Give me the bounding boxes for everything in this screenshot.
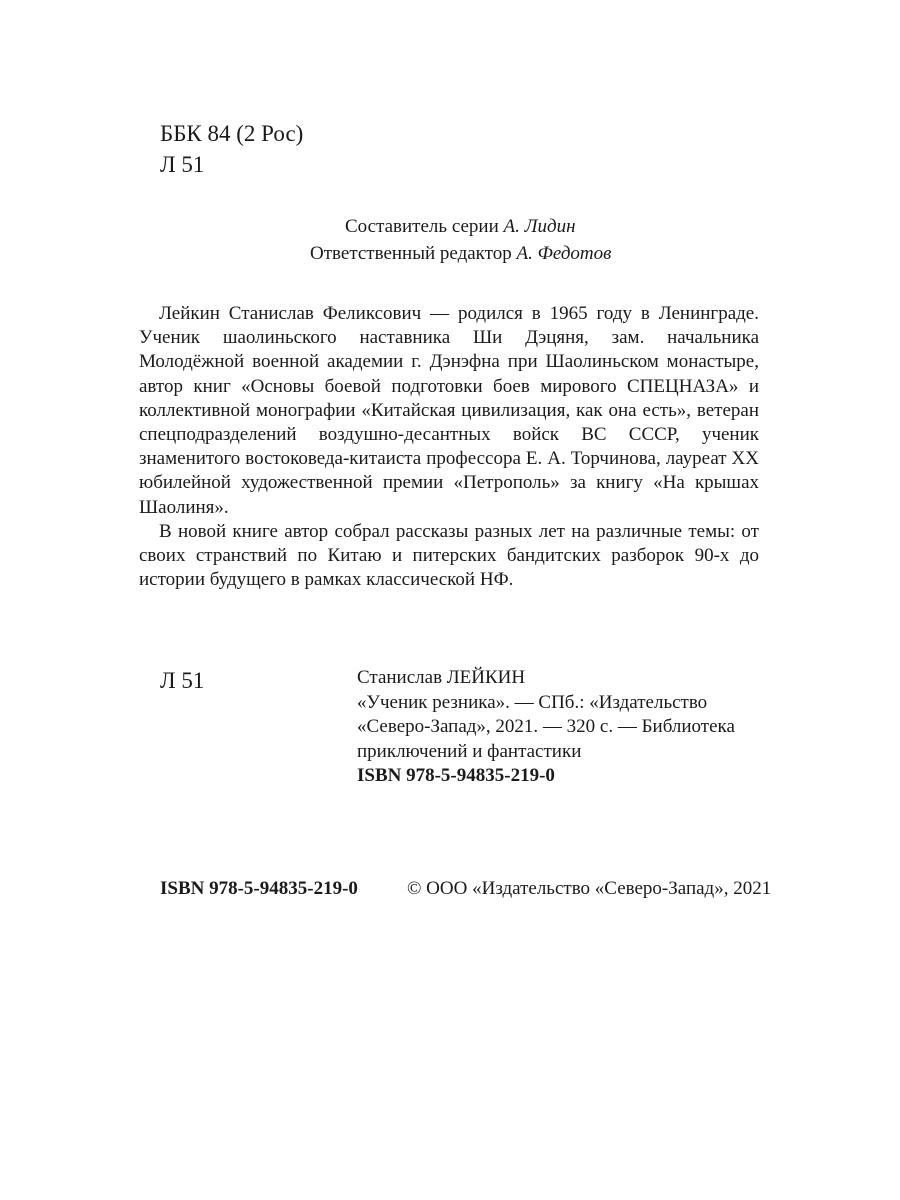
catalog-entry	[357, 666, 757, 789]
author-bio	[139, 302, 759, 592]
author-code: Л 51	[160, 152, 205, 177]
book-summary-paragraph: В новой книге автор собрал рассказы разных лет на различные темы: от своих странствий по Китаю и питерских бандитских разборок 90-х до истории будущего в рамках классической НФ.	[139, 520, 759, 591]
bbk-block	[160, 118, 303, 180]
editor-name: А. Федотов	[516, 243, 612, 264]
editor-label: Ответственный редактор	[310, 243, 517, 264]
series-compiler-name: А. Лидин	[503, 216, 576, 237]
series-compiler-label: Составитель серии	[345, 216, 504, 237]
catalog-author: Станислав ЛЕЙКИН	[357, 667, 526, 688]
footer-isbn: ISBN 978-5-94835-219-0	[160, 878, 358, 899]
editor-line	[0, 240, 900, 267]
catalog-isbn: ISBN 978-5-94835-219-0	[357, 765, 555, 786]
credits-block	[0, 213, 900, 267]
copyright-notice: © ООО «Издательство «Северо-Запад», 2021	[407, 878, 772, 899]
bio-paragraph: Лейкин Станислав Феликсович — родился в 1965 году в Ленинграде. Ученик шаолиньского наставника Ши Дэцяня, зам. начальника Молодёжной военной академии г. Дэнэфна при Шаолиньском монастыре, автор книг «Основы боевой подготовки боев мирового СПЕЦНАЗА» и коллективной монографии «Китайская цивилизация, как она есть», ветеран спецподразделений воздушно-десантных войск ВС СССР, ученик знаменитого востоковеда-китаиста профессора Е. А. Торчинова, лауреат XX юбилейной художественной премии «Петрополь» за книгу «На крышах Шаолиня».	[139, 303, 759, 518]
bbk-classification: ББК 84 (2 Рос)	[160, 121, 304, 146]
catalog-description: «Ученик резника». — СПб.: «Издательство «Северо-Запад», 2021. — 320 с. — Библиотека приключений и фантастики	[357, 691, 735, 762]
catalog-code: Л 51	[160, 668, 205, 693]
series-compiler-line	[0, 213, 900, 240]
